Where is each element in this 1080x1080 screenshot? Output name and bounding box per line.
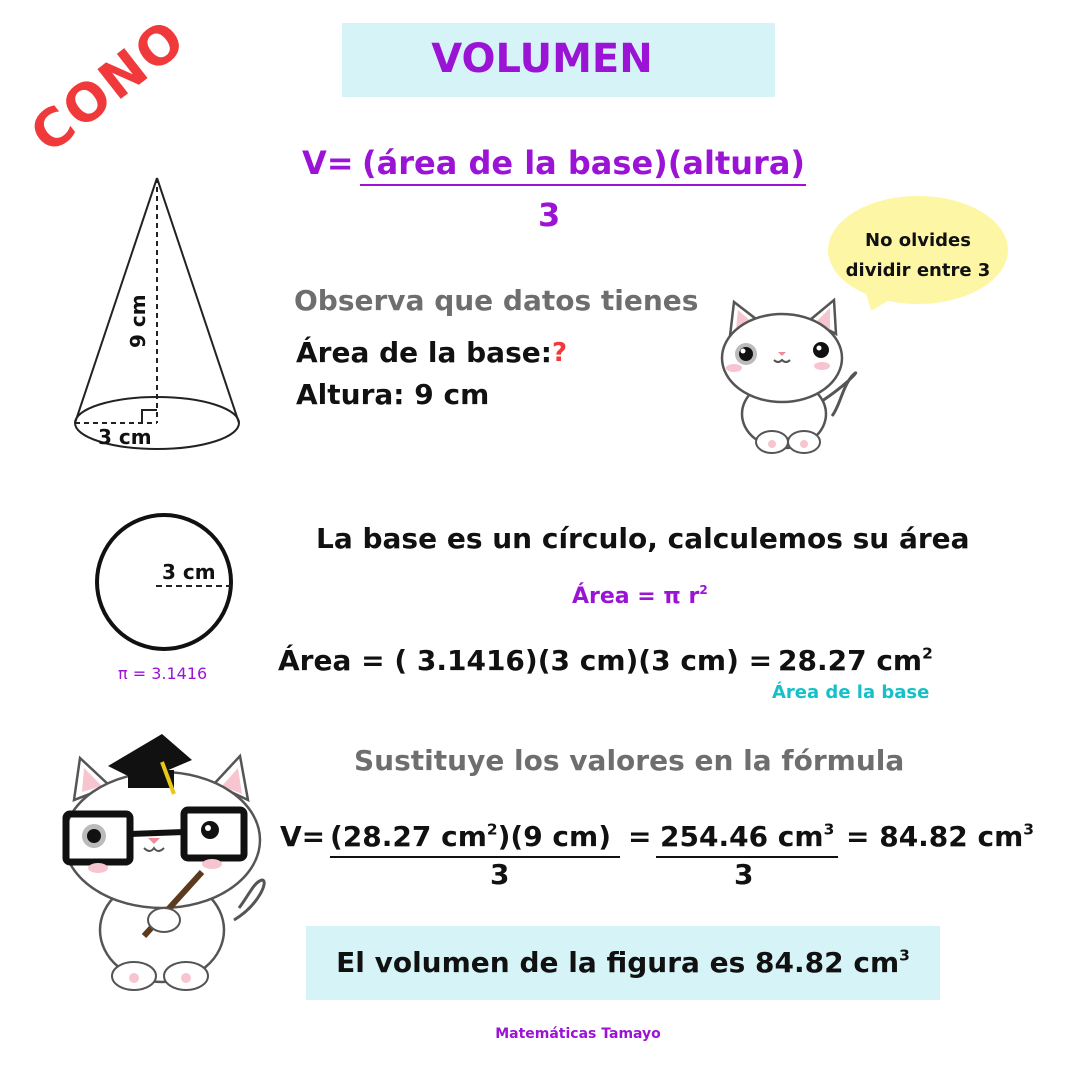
- substitute-numerator: (28.27 $cm^2)(9$ cm): [330, 820, 612, 853]
- formula-prefix: V=: [302, 144, 354, 182]
- area-result: 28.27 $cm^2$: [778, 644, 933, 677]
- page-title: VOLUMEN: [431, 36, 653, 82]
- area-result-caption: Área de la base: [772, 682, 930, 703]
- substitute-prefix: V=: [280, 820, 326, 853]
- cone-radius-label: 3 cm: [98, 425, 152, 449]
- base-area-unknown: ?: [552, 338, 568, 368]
- substitute-equals-1: =: [628, 820, 652, 853]
- figure-label: CONO: [20, 8, 198, 166]
- speech-bubble-text: No olvides dividir entre 3: [845, 230, 991, 281]
- substitute-denominator-2: 3: [734, 858, 754, 891]
- formula-denominator: 3: [538, 196, 561, 234]
- substitute-denominator-1: 3: [490, 858, 510, 891]
- pi-label: π = 3.1416: [118, 664, 208, 683]
- base-area-label: Área de la base:: [296, 336, 552, 369]
- substitute-numerator-2: 254.46 $cm^3$: [660, 820, 835, 853]
- circle-radius-label: 3 cm: [162, 560, 216, 584]
- height-line: Altura: 9 cm: [296, 378, 490, 411]
- answer-text: El volumen de la figura es 84.82 $cm^3$: [336, 946, 910, 979]
- cone-diagram: [60, 170, 260, 460]
- cat-illustration: [712, 296, 862, 458]
- formula-numerator: (área de la base)(altura): [362, 144, 806, 182]
- substitute-heading: Sustituye los valores en la fórmula: [354, 744, 905, 777]
- footer-credit: Matemáticas Tamayo: [495, 1026, 661, 1042]
- area-formula: Área = π $r^2$: [572, 582, 708, 609]
- substitute-fraction-line-1: [330, 856, 620, 858]
- professor-cat-illustration: [44, 730, 294, 1000]
- circle-diagram: [86, 510, 246, 670]
- cone-height-label: 9 cm: [126, 294, 150, 348]
- formula-fraction-line: [360, 184, 806, 186]
- base-heading: La base es un círculo, calculemos su área: [316, 522, 970, 555]
- observe-heading: Observa que datos tienes: [294, 284, 699, 317]
- area-calculation: Área = ( 3.1416)(3 cm)(3 cm) =: [278, 644, 773, 677]
- substitute-result: = 84.82 $cm^3$: [846, 820, 1035, 853]
